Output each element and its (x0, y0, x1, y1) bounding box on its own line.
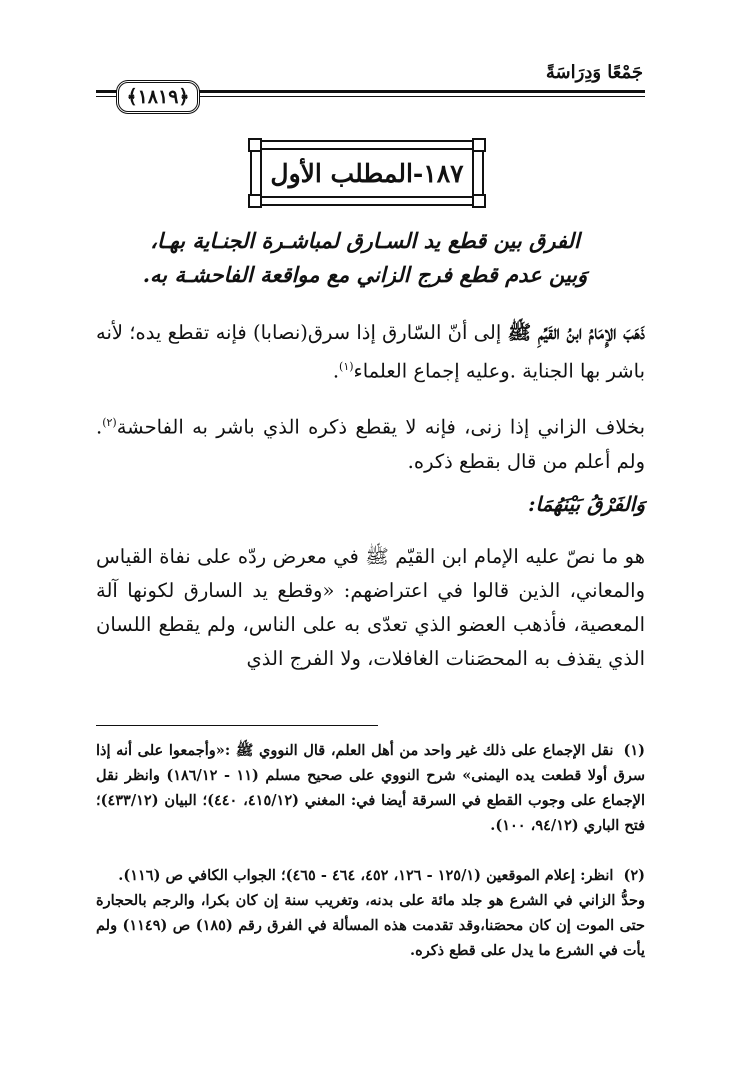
subtitle-line-1: الفرق بين قطع يد السـارق لمباشـرة الجنـاية بهـا، (150, 228, 580, 253)
paragraph-2-text: بخلاف الزاني إذا زنى، فإنه لا يقطع ذكره الذي باشر به الفاحشة (116, 415, 645, 439)
footnote-1-text: نقل الإجماع على ذلك غير واحد من أهل العلم، قال النووي ﷺ :«وأجمعوا على أنه إذا سرق أولا قطعت يده اليمنى» شرح النووي على صحيح مسلم (١١ - ١٨٦/١٢) وانظر نقل الإجماع على وجوب القطع في السرقة أيضا في: المغني (٤١٥/١٢، ٤٤٠)؛ البيان (٤٣٣/١٢)؛ فتح الباري (٩٤/١٢، ١٠٠). (96, 742, 645, 834)
footnote-rule (96, 725, 378, 726)
footnote-1 (96, 738, 645, 838)
footnote-ref-2: (٢) (102, 416, 117, 429)
page-number: ﴿١٨١٩﴾ (116, 80, 200, 114)
paragraph-1-lead: ذَهَبَ الإِمَامُ ابنُ القَيِّمِ ﷺ (507, 321, 645, 344)
footnote-2-text: انظر: إعلام الموقعين (١٢٥/١ - ١٢٦، ٤٥٢، ٤٦٤ - ٤٦٥)؛ الجواب الكافي ص (١١٦). (118, 867, 614, 884)
paragraph-1-text: إلى أنّ السّارق إذا سرق(نصابا) فإنه تقطع يده؛ لأنه باشر بها الجناية .وعليه إجماع العلماء (96, 321, 645, 383)
chapter-title-box (250, 140, 484, 206)
paragraph-3 (96, 540, 645, 676)
section-heading: وَالفَرْقُ بَيْنَهُمَا: (528, 492, 645, 516)
footnote-2-extra: وحدُّ الزاني في الشرع هو جلد مائة على بدنه، وتغريب سنة إن كان بكرا، والرجم بالحجارة حتى الموت إن كان محصَنا،وقد تقدمت هذه المسألة في الفرق رقم (١٨٥) ص (١١٤٩) ولم يأت في الشرع ما يدل على قطع ذكره. (96, 892, 646, 959)
footnote-2-number: (٢) (623, 867, 645, 884)
footnote-1-number: (١) (623, 742, 645, 759)
running-header-title: جَمْعًا وَدِرَاسَةً (545, 62, 643, 83)
corner-ornament-icon (472, 194, 486, 208)
chapter-title: ١٨٧-المطلب الأول (270, 158, 464, 188)
paragraph-1 (96, 316, 645, 389)
paragraph-2 (96, 406, 645, 479)
footnote-ref-1: (١) (339, 360, 354, 373)
corner-ornament-icon (472, 138, 486, 152)
footnote-2 (96, 863, 645, 963)
paragraph-3-text: هو ما نصّ عليه الإمام ابن القيّم ﷺ في معرض ردّه على نفاة القياس والمعاني، الذين قالوا في اعتراضهم: «وقطع يد السارق لكونها آلة المعصية، فأذهب العضو الذي تعدّى به على الناس، ولم يقطع اللسان الذي يقذف به المحصَنات الغافلات، ولا الفرج الذي (96, 545, 645, 670)
paragraph-1-end: . (332, 359, 340, 383)
subtitle-line-2: وَبين عدم قطع فرج الزاني مع مواقعة الفاحشـة به. (142, 262, 588, 287)
paragraph-2-end: . ولم أعلم من قال بقطع ذكره. (96, 415, 645, 473)
